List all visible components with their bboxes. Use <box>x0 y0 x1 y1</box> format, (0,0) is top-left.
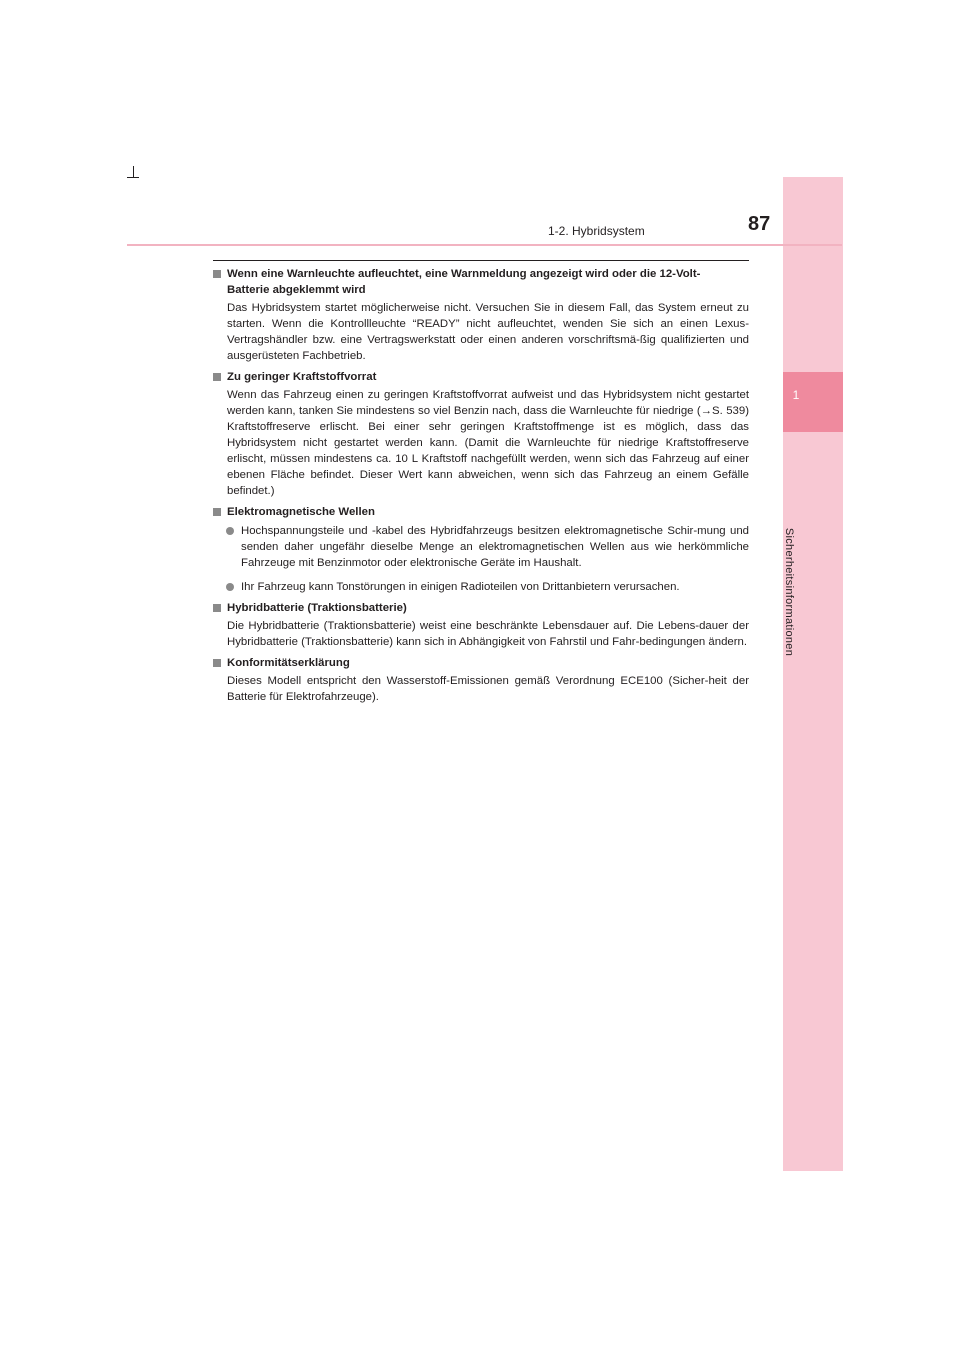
title-line: Elektromagnetische Wellen <box>227 506 375 518</box>
chapter-number: 1 <box>792 388 800 402</box>
text-line: bedingungen ändern. <box>639 636 748 648</box>
bullet-item <box>213 523 749 571</box>
square-bullet-icon <box>213 270 221 278</box>
paragraph <box>213 387 749 499</box>
title-line: Konformitätserklärung <box>227 657 350 669</box>
text-line: Die Hybridbatterie (Traktionsbatterie) weist eine beschränkte Lebensdauer auf. Die Lebens- <box>227 620 700 632</box>
title-line: Hybridbatterie (Traktionsbatterie) <box>227 602 407 614</box>
text-line: Dieses Modell entspricht den Wasserstoff-Emissionen gemäß Verordnung ECE100 (Sicher- <box>227 675 709 687</box>
text-line: gestartet werden kann, tanken Sie mindestens so viel Benzin nach, dass die Warnleuchte für <box>227 389 749 417</box>
paragraph <box>213 673 749 705</box>
content-rule <box>213 260 749 261</box>
text-line: niedrige (→S. 539) Kraftstoffreserve erlischt. Bei einer sehr geringen Kraftstoffmenge ist es <box>227 405 749 433</box>
side-tab <box>783 177 843 1171</box>
round-bullet-icon <box>226 583 234 591</box>
text-line: ßig qualifizierten und ausgerüsteten Fachbetrieb. <box>227 334 749 362</box>
text-line: wenn sich das Fahrzeug an einem Gefälle befindet.) <box>227 469 750 497</box>
side-tab-active-chapter <box>783 372 843 432</box>
round-bullet-icon <box>226 527 234 535</box>
block-title <box>213 655 749 671</box>
crop-mark <box>133 166 134 178</box>
text-line: herkömmliche Fahrzeuge mit Benzinmotor oder elektronische Geräte im Haushalt. <box>241 541 749 569</box>
title-line: Batterie abgeklemmt wird <box>227 284 366 296</box>
text-line: möglich, dass das Hybridsystem nicht gestartet werden kann. (Damit die Warnleuchte für <box>227 421 750 449</box>
section-title: 1-2. Hybridsystem <box>548 224 645 238</box>
text-line: erneut zu starten. Wenn die Kontrollleuchte “READY” nicht aufleuchtet, wenden Sie sich an <box>227 302 750 330</box>
square-bullet-icon <box>213 604 221 612</box>
text-line: wenn sich das Fahrzeug auf einer ebenen Fläche befindet. Dieser Wert kann abweichen, <box>227 453 749 481</box>
title-line: Wenn eine Warnleuchte aufleuchtet, eine Warnmeldung angezeigt wird oder die 12-Volt- <box>227 268 701 280</box>
text-line: Ihr Fahrzeug kann Tonstörungen in einigen Radioteilen von Drittanbietern verursachen. <box>241 581 680 593</box>
page-number: 87 <box>748 213 771 235</box>
text-line: niedrige Kraftstoffreserve erlischt, müssen mindestens ca. 10 L Kraftstoff nachgefüllt werden, <box>227 437 749 465</box>
square-bullet-icon <box>213 508 221 516</box>
square-bullet-icon <box>213 659 221 667</box>
block-title <box>213 504 749 520</box>
text-line: Wenn das Fahrzeug einen zu geringen Kraftstoffvorrat aufweist und das Hybridsystem nicht <box>227 389 701 401</box>
chapter-label: Sicherheitsinformationen <box>783 527 795 657</box>
bullet-item <box>213 579 749 595</box>
text-line: Hochspannungsteile und -kabel des Hybridfahrzeugs besitzen elektromagnetische Schir- <box>241 525 698 537</box>
paragraph <box>213 618 749 650</box>
text-line: dauer der Hybridbatterie (Traktionsbatterie) kann sich in Abhängigkeit von Fahrstil und Fahr- <box>227 620 749 648</box>
header-rule <box>127 244 842 246</box>
block-title <box>213 369 749 385</box>
block-title <box>213 266 749 298</box>
text-line: mung und senden daher ungefähr dieselbe Menge an elektromagnetischen Wellen aus wie <box>241 525 749 553</box>
text-line: heit der Batterie für Elektrofahrzeuge). <box>227 675 749 703</box>
text-line: Das Hybridsystem startet möglicherweise nicht. Versuchen Sie in diesem Fall, das System <box>227 302 696 314</box>
paragraph <box>213 300 749 364</box>
title-line: Zu geringer Kraftstoffvorrat <box>227 371 377 383</box>
block-title <box>213 600 749 616</box>
content <box>213 266 749 705</box>
text-line: einen Lexus-Vertragshändler bzw. eine Vertragswerkstatt oder einen anderen vorschriftsmä- <box>227 318 750 346</box>
square-bullet-icon <box>213 373 221 381</box>
